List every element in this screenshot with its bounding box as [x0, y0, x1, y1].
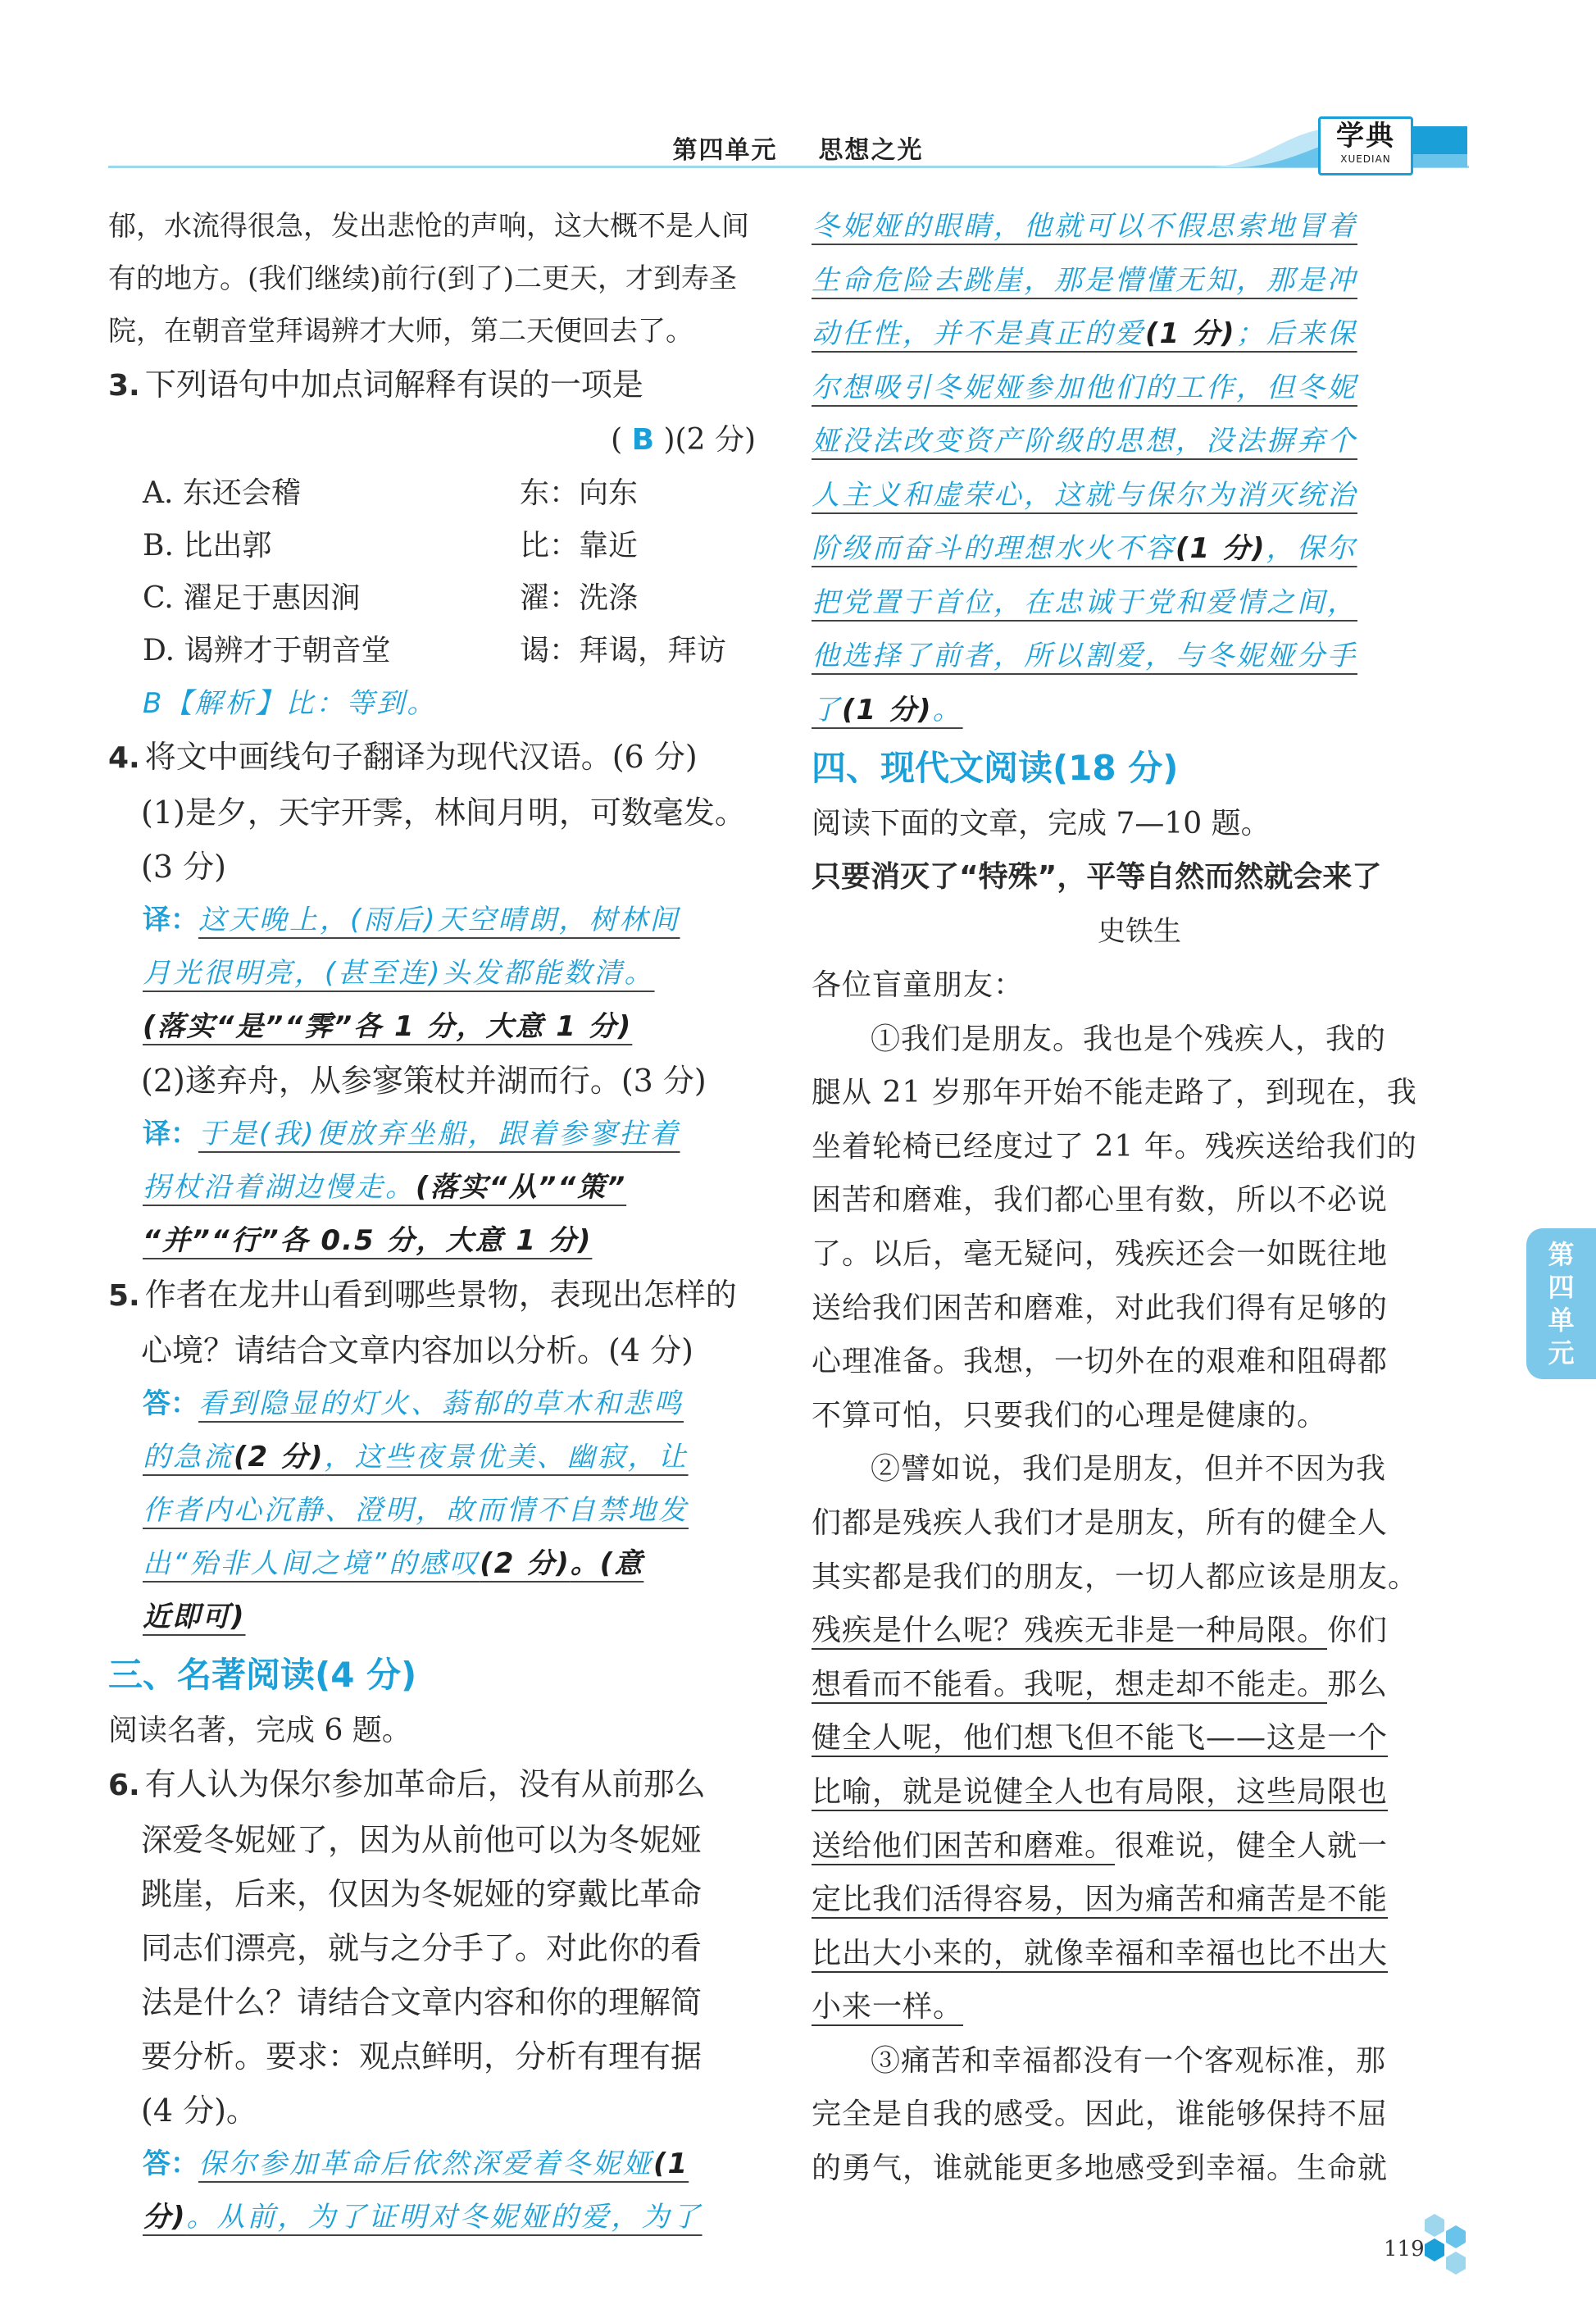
- answer-text: 尔想吸引冬妮娅参加他们的工作，但冬妮: [812, 371, 1357, 404]
- paragraph-line: 了。以后，毫无疑问，残疾还会一如既往地: [812, 1236, 1389, 1271]
- paragraph-line: 腿从 21 岁那年开始不能走路了，到现在，我: [812, 1076, 1417, 1110]
- question-text-cont: 心境？请结合文章内容加以分析。(4 分): [141, 1332, 693, 1369]
- paragraph-line: 心理准备。我想，一切外在的艰难和阻碍都: [812, 1345, 1389, 1379]
- answer-label: 答：: [143, 2147, 198, 2180]
- option-b: [143, 520, 764, 572]
- score: (2 分): [234, 1441, 325, 1473]
- question-3: [108, 358, 764, 413]
- underlined-text: 比出大小来的，就像幸福和幸福也比不出大: [812, 1936, 1389, 1970]
- question-number: 3.: [108, 369, 140, 403]
- question-text-cont: 同志们漂亮，就与之分手了。对此你的看: [141, 1930, 703, 1966]
- paragraph-line: 不算可怕，只要我们的心理是健康的。: [812, 1398, 1328, 1432]
- answer-text: 拐杖沿着湖边慢走。: [143, 1171, 416, 1204]
- answer-text: 看到隐显的灯火、蓊郁的草木和悲鸣: [198, 1387, 684, 1420]
- side-tab-char: 第: [1548, 1239, 1575, 1270]
- article-greeting: 各位盲童朋友：: [812, 968, 1025, 1002]
- question-4: [108, 730, 764, 786]
- scoring-note: (落实“从”“策”: [416, 1171, 627, 1204]
- answer-text: 动任性，并不是真正的爱: [812, 317, 1145, 350]
- scoring-note: 近即可): [143, 1601, 246, 1633]
- option-text: D. 谒辨才于朝音堂: [143, 634, 391, 667]
- paragraph-line: [812, 1658, 1467, 1712]
- sentence-2: (2)遂弃舟，从参寥策杖并湖而行。(3 分): [141, 1063, 707, 1099]
- score: 分): [143, 2201, 187, 2234]
- answer-text: 生命危险去跳崖，那是懵懂无知，那是冲: [812, 263, 1357, 297]
- options-list: [108, 467, 764, 677]
- scoring-note: “并”“行”各 0.5 分，大意 1 分): [143, 1224, 593, 1257]
- question-text: 有人认为保尔参加革命后，没有从前那么: [144, 1766, 706, 1802]
- section-4-title: 四、现代文阅读(18 分): [812, 748, 1179, 788]
- logo-text-en: XUEDIAN: [1340, 153, 1391, 165]
- answer-5: [108, 1378, 764, 1644]
- paragraph-line: ①我们是朋友。我也是个残疾人，我的: [871, 1022, 1387, 1056]
- paragraph-line: [812, 1765, 1467, 1819]
- plain-text: 你们: [1327, 1614, 1389, 1648]
- option-d: [143, 625, 764, 677]
- xuedian-logo: [1318, 116, 1413, 175]
- paragraph-line: 送给我们困苦和磨难，对此我们得有足够的: [812, 1291, 1389, 1325]
- answer-bracket: ( B )(2 分): [611, 423, 756, 457]
- question-text: 作者在龙井山看到哪些景物，表现出怎样的: [144, 1277, 737, 1313]
- scoring-note: 。(意: [570, 1547, 644, 1580]
- sentence-1: (1)是夕，天宇开霁，林间月明，可数毫发。: [141, 795, 746, 831]
- option-text: B. 比出郭: [143, 529, 272, 562]
- paragraph-1: [812, 1013, 1467, 1443]
- right-column: [812, 200, 1467, 2196]
- question-text-cont: 深爱冬妮娅了，因为从前他可以为冬妮娅: [141, 1822, 703, 1858]
- answer-choice: B: [631, 423, 655, 457]
- article-author: 史铁生: [1098, 915, 1181, 948]
- option-a: [143, 467, 764, 520]
- sentence-1-score: (3 分): [141, 849, 226, 885]
- paragraph-2: [812, 1442, 1467, 2034]
- question-text-cont: (4 分)。: [141, 2093, 257, 2129]
- answer-text: 作者内心沉静、澄明，故而情不自禁地发: [143, 1494, 689, 1527]
- answer-label: 译：: [143, 904, 198, 936]
- paragraph-line: [812, 1604, 1467, 1658]
- paragraph-line: [812, 1980, 1467, 2034]
- underlined-text: 残疾是什么呢？残疾无非是一种局限。: [812, 1614, 1328, 1648]
- answer-text: 保尔参加革命后依然深爱着冬妮娅: [198, 2147, 653, 2180]
- option-c: [143, 572, 764, 625]
- hexagon-decoration: [1418, 2214, 1476, 2288]
- section-3-title: 三、名著阅读(4 分): [108, 1655, 417, 1695]
- paragraph-line: 困苦和磨难，我们都心里有数，所以不必说: [812, 1183, 1389, 1218]
- paragraph-line: 们都是残疾人我们才是朋友，所有的健全人: [812, 1505, 1389, 1540]
- side-tab-char: 四: [1548, 1272, 1575, 1303]
- scoring-note: (落实“是”“霁”各 1 分，大意 1 分): [143, 1010, 633, 1043]
- score: (1 分): [1175, 532, 1266, 565]
- answer-text: 月光很明亮，(甚至连)头发都能数清。: [143, 957, 655, 990]
- score: (2 分): [675, 423, 756, 457]
- question-text: 下列语句中加点词解释有误的一项是: [144, 367, 643, 403]
- score: (1 分): [842, 693, 933, 726]
- option-gloss: 东：向东: [520, 476, 639, 510]
- option-gloss: 谒：拜谒，拜访: [520, 634, 727, 667]
- side-tab-char: 元: [1548, 1337, 1575, 1369]
- underlined-text: 健全人呢，他们想飞但不能飞——这是一个: [812, 1721, 1389, 1756]
- question-text: 将文中画线句子翻译为现代汉语。(6 分): [144, 739, 698, 775]
- question-5: [108, 1268, 764, 1323]
- paragraph-line: [812, 1711, 1467, 1765]
- answer-text: 娅没法改变资产阶级的思想，没法摒弃个: [812, 425, 1357, 458]
- answer-label: 译：: [143, 1118, 198, 1150]
- plain-text: 那么: [1327, 1667, 1389, 1701]
- paragraph-line: 的勇气，谁就能更多地感受到幸福。生命就: [812, 2152, 1389, 2186]
- answer-text: 于是(我)便放弃坐船，跟着参寥拄着: [198, 1118, 680, 1150]
- answer-text: 了: [812, 693, 842, 726]
- section-3-intro: 阅读名著，完成 6 题。: [108, 1714, 412, 1747]
- question-number: 6.: [108, 1769, 140, 1802]
- answer-text: 他选择了前者，所以割爱，与冬妮娅分手: [812, 640, 1357, 672]
- option-gloss: 濯：洗涤: [520, 581, 639, 615]
- passage-line: 院，在朝音堂拜谒辨才大师，第二天便回去了。: [108, 315, 693, 348]
- option-gloss: 比：靠近: [520, 529, 639, 562]
- article-title: 只要消灭了“特殊”，平等自然而然就会来了: [812, 860, 1382, 894]
- answer-text: 阶级而奋斗的理想水火不容: [812, 532, 1175, 565]
- score: (1 分): [1145, 317, 1236, 350]
- answer-text: ，保尔: [1266, 532, 1357, 565]
- question-text-cont: 要分析。要求：观点鲜明，分析有理有据: [141, 2038, 703, 2074]
- paragraph-line: 完全是自我的感受。因此，谁能够保持不屈: [812, 2097, 1389, 2132]
- side-tab-char: 单: [1548, 1305, 1575, 1336]
- underlined-text: 想看而不能看。我呢，想走却不能走。: [812, 1667, 1328, 1701]
- answer-text: 的急流: [143, 1441, 234, 1473]
- paragraph-line: ③痛苦和幸福都没有一个客观标准，那: [871, 2043, 1387, 2078]
- paragraph-line: [812, 1873, 1467, 1927]
- underlined-text: 小来一样。: [812, 1990, 964, 2024]
- unit-theme: 思想之光: [818, 136, 924, 165]
- answer-text: ；后来保: [1235, 317, 1357, 350]
- page-number: 119: [1384, 2237, 1425, 2261]
- passage-line: 郁，水流得很急，发出悲怆的声响，这大概不是人间: [108, 210, 749, 243]
- analysis-text: B【解析】比：等到。: [143, 687, 438, 720]
- answer-6-continued: [812, 200, 1467, 737]
- paragraph-line: ②譬如说，我们是朋友，但并不因为我: [871, 1452, 1387, 1487]
- underlined-text: 送给他们困苦和磨难。: [812, 1829, 1116, 1863]
- question-text-cont: 跳崖，后来，仅因为冬妮娅的穿戴比革命: [141, 1876, 703, 1912]
- answer-text: ，这些夜景优美、幽寂，让: [324, 1441, 689, 1473]
- logo-text-cn: 学典: [1336, 120, 1395, 153]
- unit-label: 第四单元: [672, 136, 778, 165]
- question-number: 5.: [108, 1279, 140, 1313]
- score: (1: [653, 2147, 689, 2180]
- answer-text: 这天晚上，(雨后)天空晴朗，树林间: [198, 904, 680, 936]
- translation-1: [108, 894, 764, 1054]
- answer-text: 。: [932, 693, 963, 726]
- passage-line: 有的地方。(我们继续)前行(到了)二更天，才到寿圣: [108, 262, 738, 295]
- question-6: [108, 1757, 764, 1813]
- answer-label: 答：: [143, 1387, 198, 1420]
- option-text: C. 濯足于惠因涧: [143, 581, 361, 615]
- answer-text: 出“殆非人间之境”的感叹: [143, 1547, 480, 1580]
- paragraph-line: [812, 1927, 1467, 1981]
- plain-text: 很难说，健全人就一: [1115, 1829, 1389, 1863]
- answer-text: 把党置于首位，在忠诚于党和爱情之间，: [812, 585, 1357, 619]
- answer-text: 。从前，为了证明对冬妮娅的爱，为了: [186, 2201, 703, 2234]
- question-text-cont: 法是什么？请结合文章内容和你的理解简: [141, 1984, 703, 2020]
- answer-6: [108, 2138, 764, 2244]
- left-column: [108, 200, 764, 2244]
- paragraph-line: 其实都是我们的朋友，一切人都应该是朋友。: [812, 1560, 1419, 1594]
- answer-text: 人主义和虚荣心，这就与保尔为消灭统治: [812, 478, 1357, 512]
- answer-text: 冬妮娅的眼睛，他就可以不假思索地冒着: [812, 210, 1357, 243]
- section-4-intro: 阅读下面的文章，完成 7—10 题。: [812, 807, 1271, 840]
- unit-side-tab: [1526, 1228, 1596, 1379]
- question-number: 4.: [108, 741, 140, 775]
- underlined-text: 定比我们活得容易，因为痛苦和痛苦是不能: [812, 1883, 1389, 1917]
- option-text: A. 东还会稽: [143, 476, 301, 510]
- translation-2: [108, 1108, 764, 1268]
- paragraph-line: [812, 1819, 1467, 1874]
- score: (2 分): [480, 1547, 571, 1580]
- underlined-text: 比喻，就是说健全人也有局限，这些局限也: [812, 1774, 1389, 1809]
- paragraph-3: [812, 2034, 1467, 2196]
- paragraph-line: 坐着轮椅已经度过了 21 年。残疾送给我们的: [812, 1129, 1417, 1164]
